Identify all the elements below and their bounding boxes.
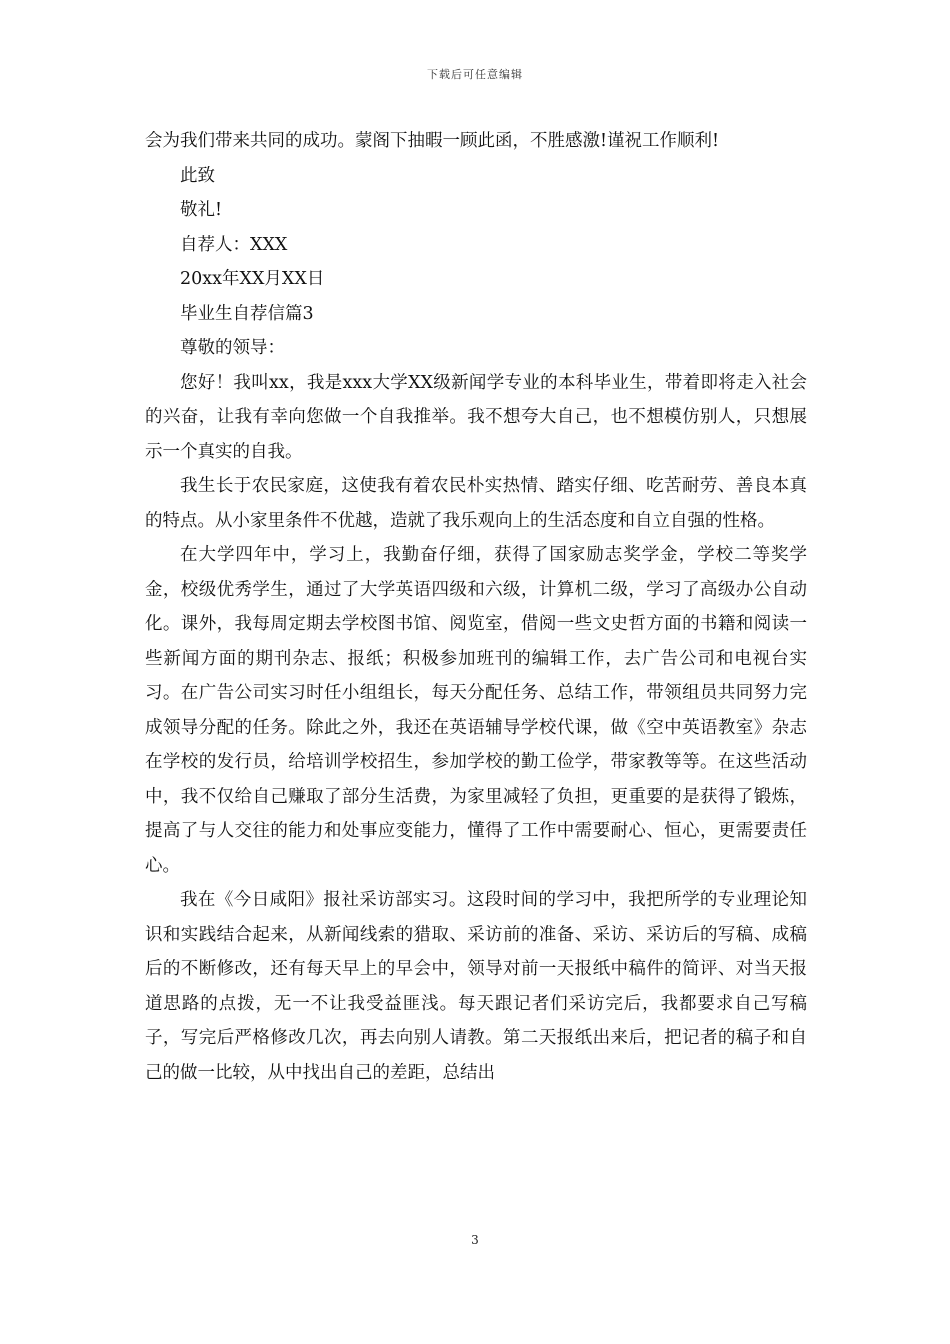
letter-body (145, 124, 807, 1090)
paragraph-university: 在大学四年中，学习上，我勤奋仔细，获得了国家励志奖学金，学校二等奖学金，校级优秀学生，通过了大学英语四级和六级，计算机二级，学习了高级办公自动化。课外，我每周定期去学校图书馆、阅览室，借阅一些文史哲方面的书籍和阅读一些新闻方面的期刊杂志、报纸；积极参加班刊的编辑工作，去广告公司和电视台实习。在广告公司实习时任小组组长，每天分配任务、总结工作，带领组员共同努力完成领导分配的任务。除此之外，我还在英语辅导学校代课，做《空中英语教室》杂志在学校的发行员，给培训学校招生，参加学校的勤工俭学，带家教等等。在这些活动中，我不仅给自己赚取了部分生活费，为家里减轻了负担，更重要的是获得了锻炼，提高了与人交往的能力和处事应变能力，懂得了工作中需要耐心、恒心，更需要责任心。 (145, 545, 807, 876)
section-title: 毕业生自荐信篇3 (180, 303, 314, 324)
page-number: 3 (471, 1233, 479, 1247)
paragraph-background: 我生长于农民家庭，这使我有着农民朴实热情、踏实仔细、吃苦耐劳、善良本真的特点。从小家里条件不优越，造就了我乐观向上的生活态度和自立自强的性格。 (145, 476, 807, 531)
greeting: 尊敬的领导： (180, 338, 285, 358)
paragraph-internship: 我在《今日咸阳》报社采访部实习。这段时间的学习中，我把所学的专业理论知识和实践结合起来，从新闻线索的猎取、采访前的准备、采访、采访后的写稿、成稿后的不断修改，还有每天早上的早会中，领导对前一天报纸中稿件的简评、对当天报道思路的点拨，无一不让我受益匪浅。每天跟记者们采访完后，我都要求自己写稿子，写完后严格修改几次，再去向别人请教。第二天报纸出来后，把记者的稿子和自己的做一比较，从中找出自己的差距，总结出 (145, 890, 807, 1083)
closing-salutation: 此致 (180, 165, 215, 186)
paragraph-intro: 您好！我叫xx，我是xxx大学XX级新闻学专业的本科毕业生，带着即将走入社会的兴奋，让我有幸向您做一个自我推举。我不想夸大自己，也不想模仿别人，只想展示一个真实的自我。 (145, 372, 807, 462)
paragraph-continuation: 会为我们带来共同的成功。蒙阁下抽暇一顾此函，不胜感激!谨祝工作顺利! (145, 131, 720, 151)
signature-line: 自荐人：XXX (180, 234, 288, 255)
header-note: 下载后可任意编辑 (427, 68, 523, 81)
date-line: 20xx年XX月XX日 (180, 269, 325, 289)
closing-regards: 敬礼! (180, 200, 223, 220)
